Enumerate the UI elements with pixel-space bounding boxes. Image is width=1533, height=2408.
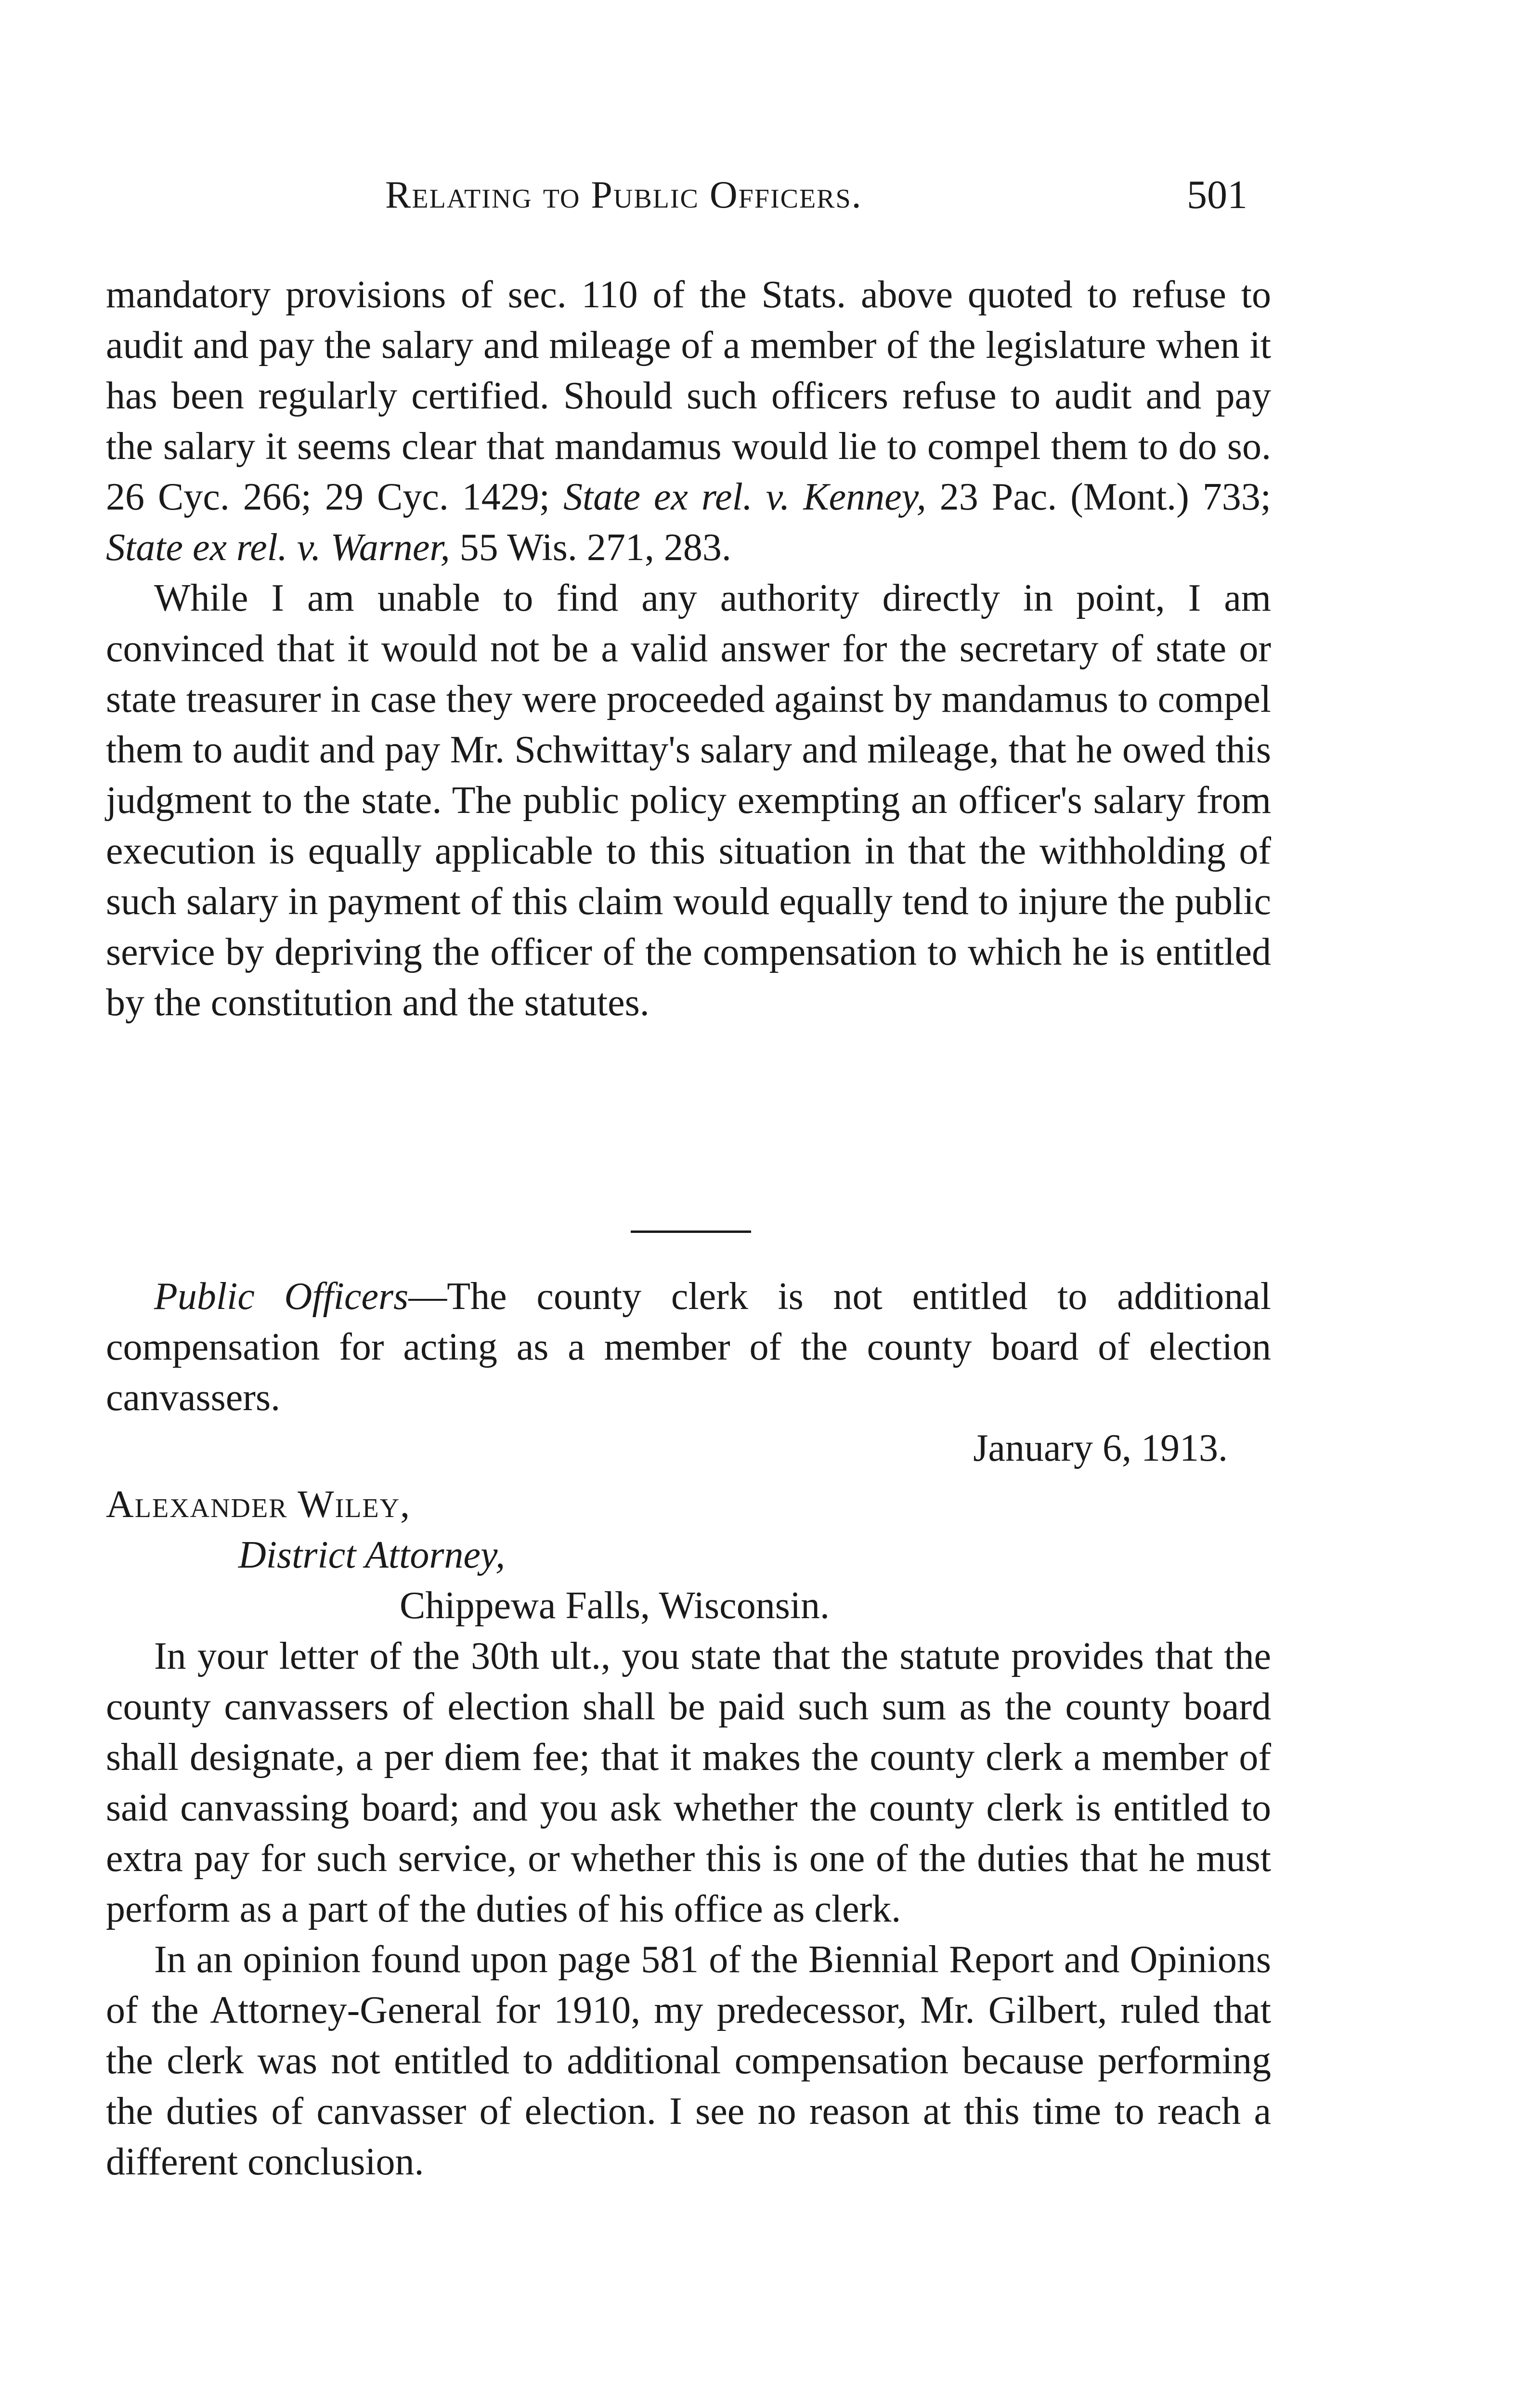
- syllabus: [106, 1271, 1271, 1423]
- paragraph: [106, 270, 1271, 573]
- new-opinion: [106, 1271, 1271, 2187]
- paragraph-text: mandatory provisions of sec. 110 of the Stats. above quoted to refuse to audit and pay the salary and mileage of a member of the legislature when it has been regularly certified. Should such officers refuse to audit and pay the salary it seems clear that mandamus would lie to compel them to do so. 26 Cyc. 266; 29 Cyc. 1429;: [106, 274, 1271, 518]
- addressee-place: Chippewa Falls, Wisconsin.: [400, 1584, 830, 1627]
- paragraph-text: 55 Wis. 271, 283.: [450, 526, 731, 569]
- case-citation: State ex rel. v. Kenney,: [563, 476, 926, 518]
- continued-opinion: [106, 270, 1271, 1028]
- paragraph-text: 23 Pac. (Mont.) 733;: [926, 476, 1272, 518]
- paragraph: In an opinion found upon page 581 of the Biennial Report and Opinions of the Attorney-General for 1910, my predecessor, Mr. Gilbert, ruled that the clerk was not entitled to additional compensation because performing the duties of canvasser of election. I see no reason at this time to reach a different conclusion.: [106, 1938, 1271, 2183]
- syllabus-text: —The county clerk is not entitled to additional compensation for acting as a member of the county board of election canvassers.: [106, 1275, 1272, 1419]
- opinion-date: January 6, 1913.: [973, 1427, 1228, 1469]
- addressee-name: Alexander Wiley,: [106, 1483, 411, 1526]
- paragraph: In your letter of the 30th ult., you state that the statute provides that the county canvassers of election shall be paid such sum as the county board shall designate, a per diem fee; that it makes the county clerk a member of said canvassing board; and you ask whether the county clerk is entitled to extra pay for such service, or whether this is one of the duties that he must perform as a part of the duties of his office as clerk.: [106, 1635, 1271, 1930]
- syllabus-topic: Public Officers: [154, 1275, 409, 1318]
- case-citation: State ex rel. v. Warner,: [106, 526, 450, 569]
- paragraph: While I am unable to find any authority directly in point, I am convinced that it would not be a valid answer for the secretary of state or state treasurer in case they were proceeded against by mandamus to compel them to audit and pay Mr. Schwittay's salary and mileage, that he owed this judgment to the state. The public policy exempting an officer's salary from execution is equally applicable to this situation in that the withholding of such salary in payment of this claim would equally tend to injure the public service by depriving the officer of the compensation to which he is entitled by the constitution and the statutes.: [106, 577, 1271, 1024]
- running-head: Relating to Public Officers.: [385, 174, 862, 216]
- page-number: 501: [1187, 172, 1247, 217]
- section-divider: [631, 1230, 751, 1233]
- addressee-title: District Attorney,: [238, 1534, 506, 1576]
